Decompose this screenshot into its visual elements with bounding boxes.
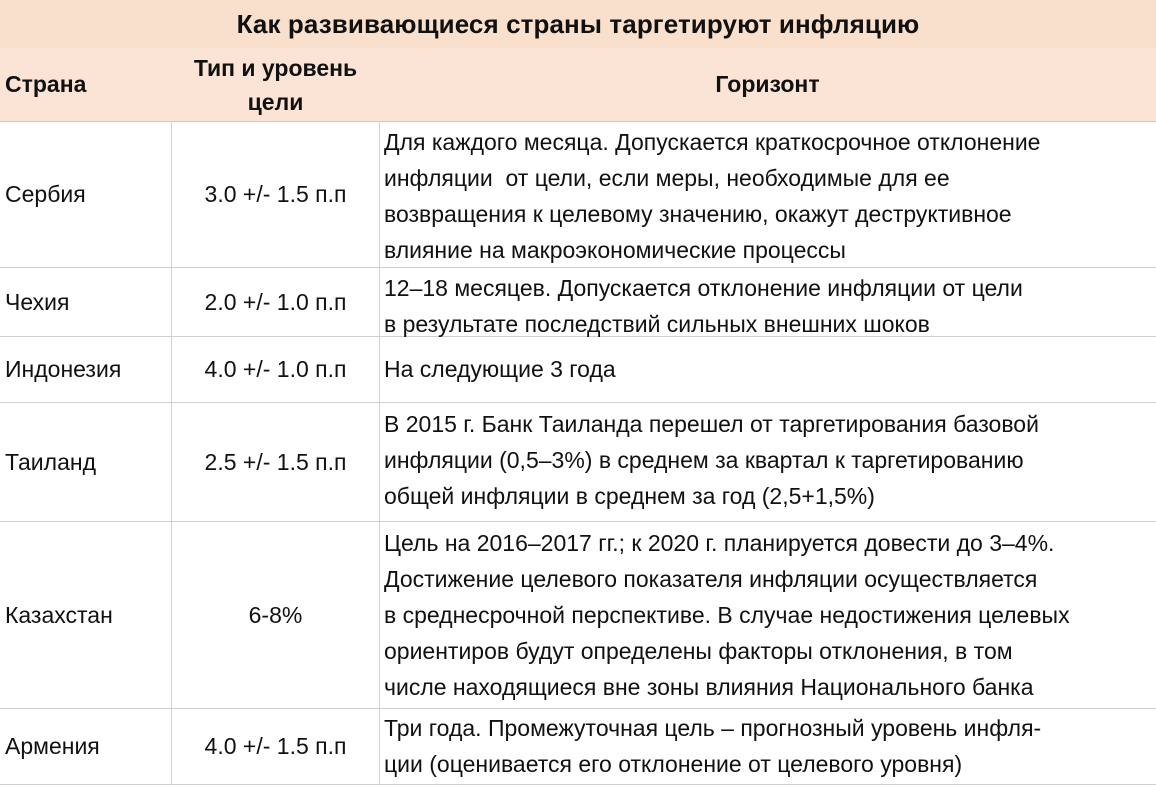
target-cell: 6-8% — [172, 522, 380, 708]
country-cell: Таиланд — [0, 403, 172, 521]
horizon-line: Достижение целевого показателя инфляции осуществляется — [384, 566, 1038, 592]
table-row — [0, 337, 1156, 403]
table-row — [0, 268, 1156, 337]
table-row — [0, 121, 1156, 268]
header-horizon: Горизонт — [715, 71, 820, 97]
horizon-line: Для каждого месяца. Допускается краткосрочное отклонение — [384, 129, 1041, 155]
horizon-cell — [379, 268, 1156, 336]
horizon-line: в среднесрочной перспективе. В случае недостижения целевых — [384, 602, 1070, 628]
country-cell: Сербия — [0, 121, 172, 267]
header-country: Страна — [5, 71, 87, 97]
horizon-line: числе находящиеся вне зоны влияния Национального банка — [384, 674, 1034, 700]
header-target-line2: цели — [247, 88, 304, 115]
table-row — [0, 403, 1156, 522]
horizon-line: Цель на 2016–2017 гг.; к 2020 г. планируется довести до 3–4%. — [384, 530, 1055, 556]
horizon-line: ции (оценивается его отклонение от целевого уровня) — [384, 751, 963, 777]
horizon-cell — [379, 337, 1156, 402]
table-title: Как развивающиеся страны таргетируют инфляцию — [0, 0, 1156, 49]
horizon-line: общей инфляции в среднем за год (2,5+1,5%) — [384, 483, 875, 509]
horizon-line: инфляции от цели, если меры, необходимые для ее — [384, 165, 950, 191]
table-row — [0, 709, 1156, 785]
target-cell: 4.0 +/- 1.5 п.п — [172, 709, 380, 784]
horizon-line: ориентиров будут определены факторы отклонения, в том — [384, 638, 1013, 664]
target-cell: 2.5 +/- 1.5 п.п — [172, 403, 380, 521]
horizon-cell — [379, 522, 1156, 708]
horizon-line: инфляции (0,5–3%) в среднем за квартал к таргетированию — [384, 447, 1024, 473]
target-cell: 2.0 +/- 1.0 п.п — [172, 268, 380, 336]
target-cell: 3.0 +/- 1.5 п.п — [172, 121, 380, 267]
horizon-line: Три года. Промежуточная цель – прогнозный уровень инфля- — [384, 715, 1042, 741]
country-cell: Казахстан — [0, 522, 172, 708]
horizon-line: В 2015 г. Банк Таиланда перешел от таргетирования базовой — [384, 411, 1039, 437]
country-cell: Индонезия — [0, 337, 172, 402]
horizon-cell — [379, 403, 1156, 521]
horizon-line: 12–18 месяцев. Допускается отклонение инфляции от цели — [384, 275, 1023, 301]
header-target — [172, 48, 379, 121]
header-target-line1: Тип и уровень — [193, 54, 358, 81]
horizon-cell — [379, 709, 1156, 784]
header-row — [0, 48, 1156, 122]
horizon-line: влияние на макроэкономические процессы — [384, 237, 846, 263]
table-row — [0, 522, 1156, 709]
horizon-line: На следующие 3 года — [384, 356, 616, 382]
horizon-line: возвращения к целевому значению, окажут деструктивное — [384, 201, 1012, 227]
horizon-cell — [379, 121, 1156, 267]
country-cell: Чехия — [0, 268, 172, 336]
country-cell: Армения — [0, 709, 172, 784]
horizon-line: в результате последствий сильных внешних шоков — [384, 311, 930, 337]
target-cell: 4.0 +/- 1.0 п.п — [172, 337, 380, 402]
